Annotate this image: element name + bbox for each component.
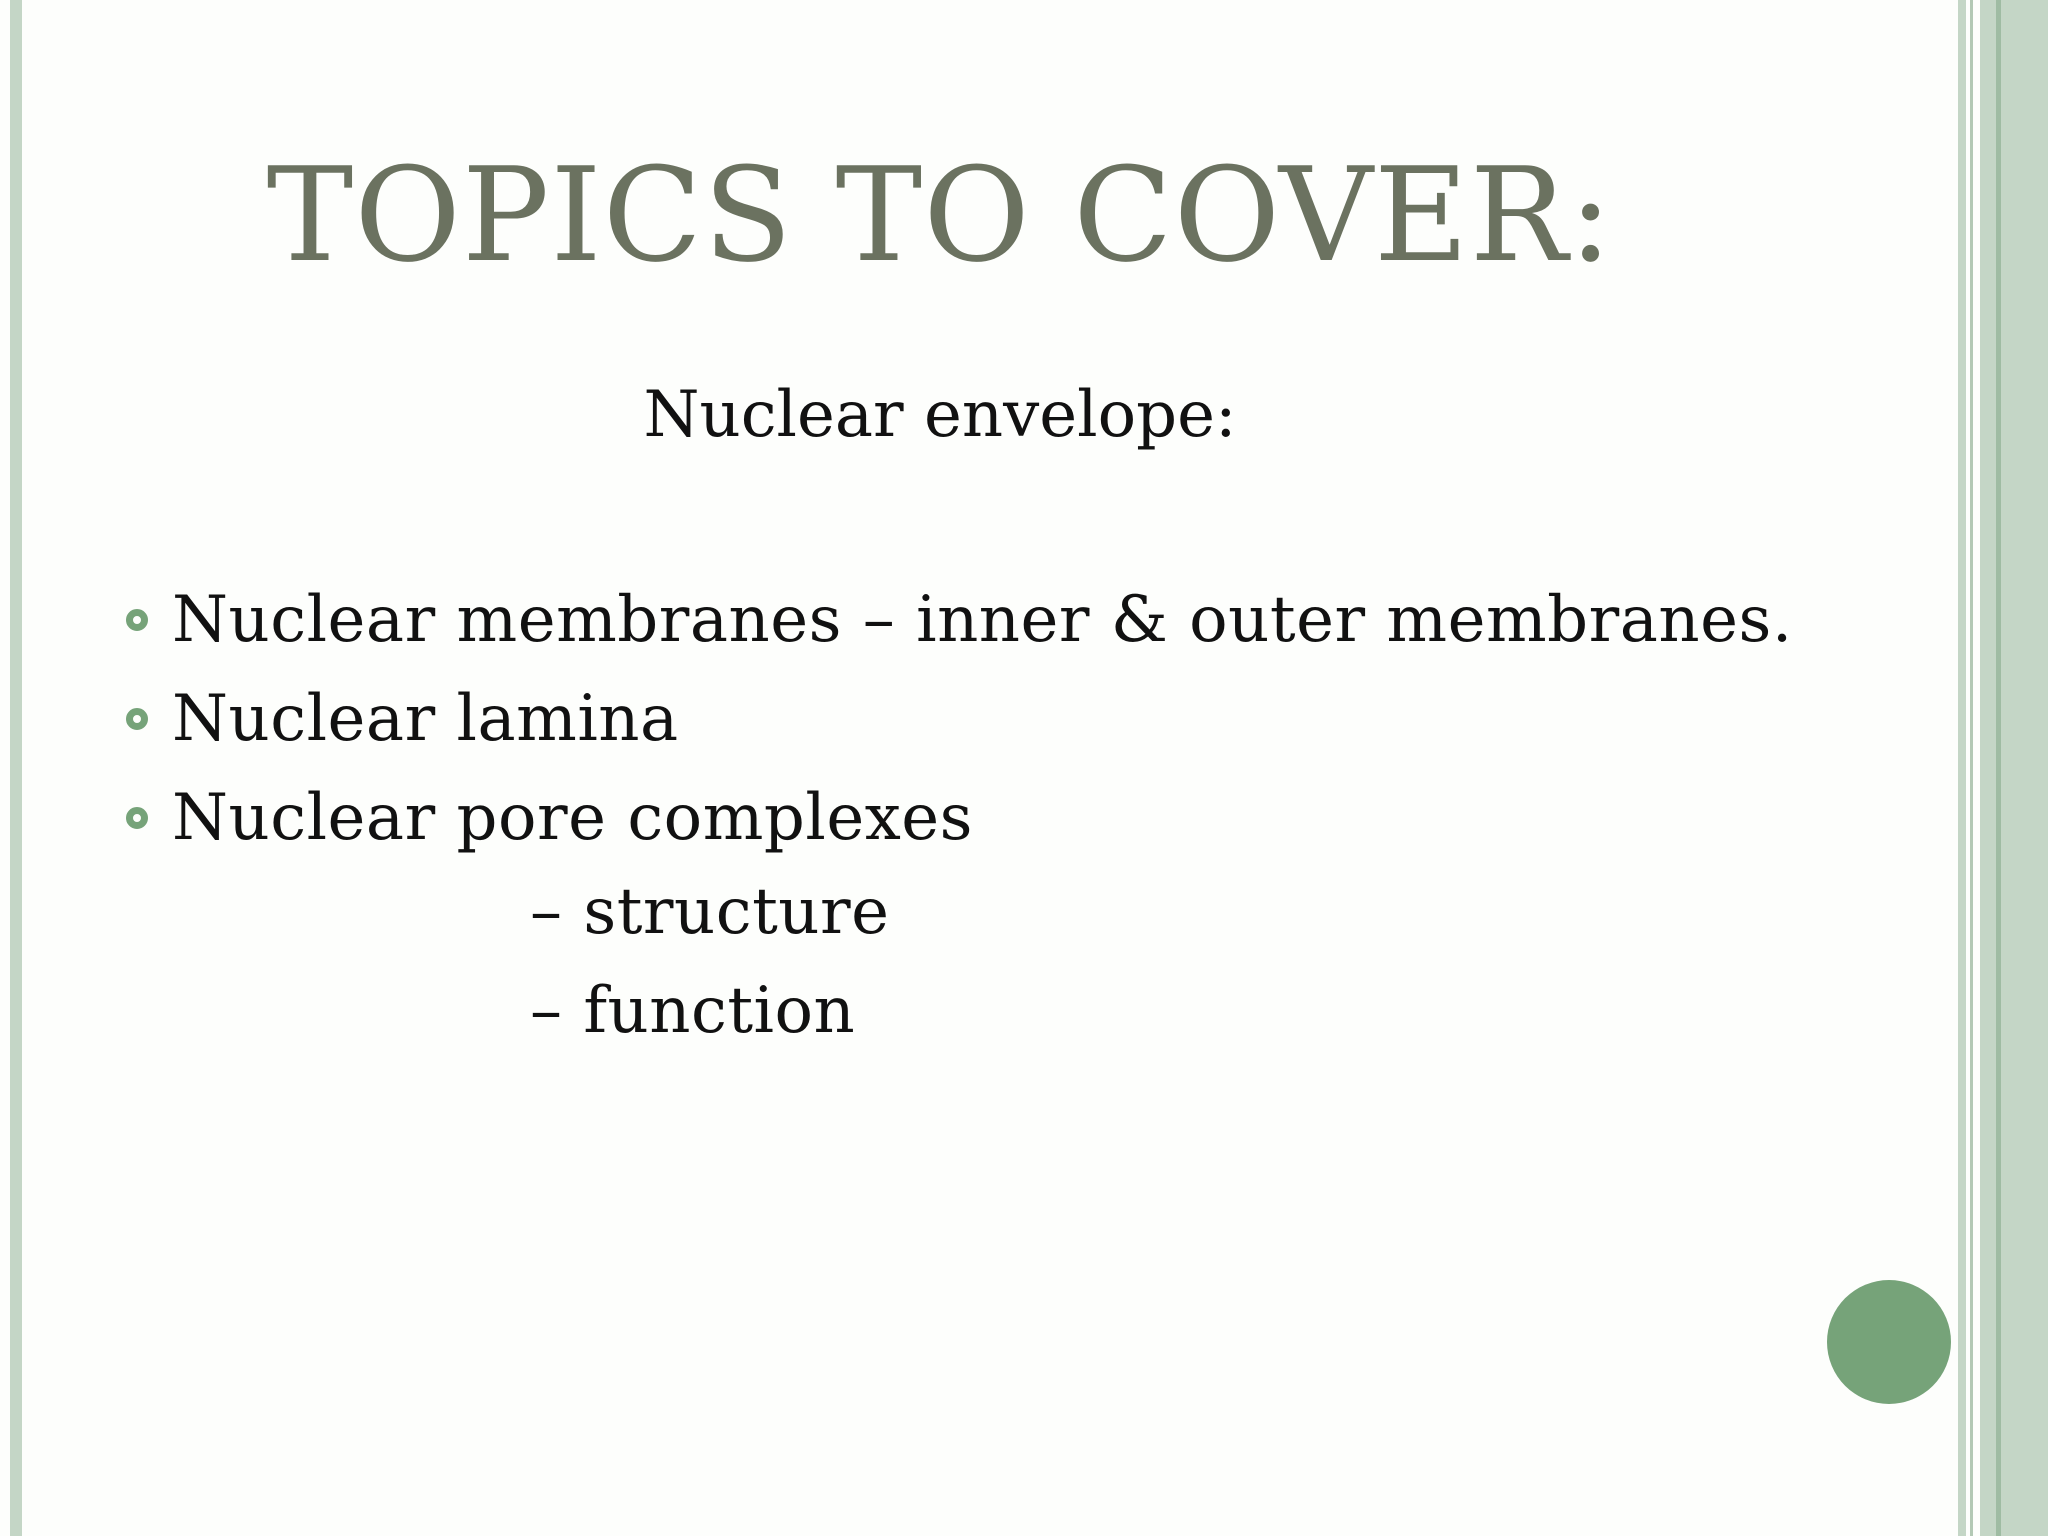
sub-item-list: [530, 862, 889, 1060]
right-border-stripe: [2001, 0, 2048, 1536]
bullet-list: [126, 570, 1793, 867]
bullet-text: Nuclear membranes – inner & outer membranes.: [172, 582, 1793, 657]
sub-item-function: – function: [530, 973, 856, 1048]
right-border-stripe: [1958, 0, 1966, 1536]
sub-item-structure: – structure: [530, 874, 890, 949]
bullet-ring-icon: [126, 708, 148, 730]
bullet-text: Nuclear pore complexes: [172, 780, 973, 855]
bullet-ring-icon: [126, 807, 148, 829]
right-border-stripe: [1970, 0, 1973, 1536]
list-item: [126, 570, 1793, 669]
right-border-stripe: [1980, 0, 1996, 1536]
bullet-ring-icon: [126, 609, 148, 631]
slide-subtitle: Nuclear envelope:: [643, 378, 1237, 452]
list-item: [126, 768, 1793, 867]
decorative-circle-icon: [1827, 1280, 1951, 1404]
list-item: [126, 669, 1793, 768]
slide-title: TOPICS TO COVER:: [266, 139, 1614, 291]
bullet-text: Nuclear lamina: [172, 681, 679, 756]
